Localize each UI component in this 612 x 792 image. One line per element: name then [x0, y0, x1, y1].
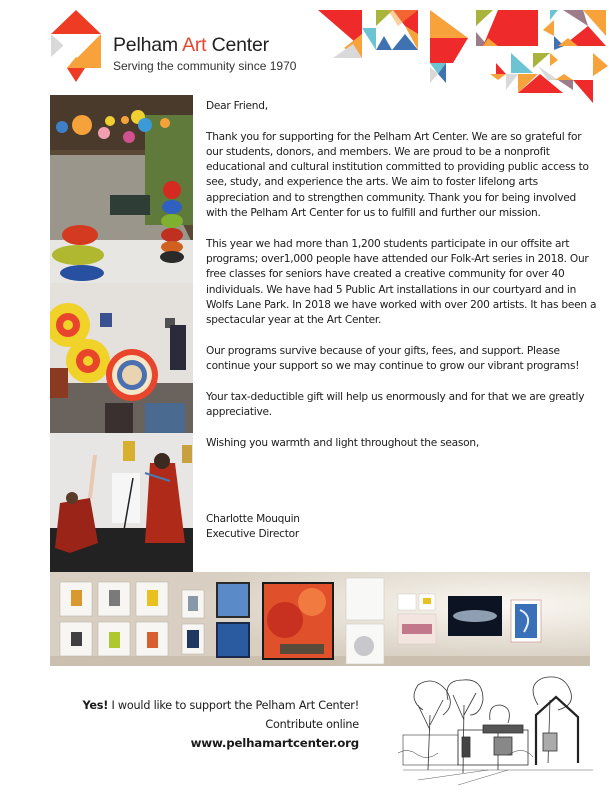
- signer-name: Charlotte Mouquin: [206, 513, 300, 526]
- org-name-accent: Art: [182, 34, 207, 56]
- letter-paragraph: Thank you for supporting for the Pelham Art Center. We are so grateful for our students, donors, and members. We are proud to be a nonprofit educational and cultural institution committed to providing public access to see, study, and experience the arts. We aim to foster lifelong arts appreciation and to strengthen community. Thank you for being involved with the Pelham Art Center for us to fulfill and further our mission.: [206, 130, 589, 220]
- tagline: Serving the community since 1970: [113, 59, 297, 73]
- closing-line: Wishing you warmth and light throughout the season,: [206, 436, 479, 449]
- org-name: Pelham Art Center: [113, 34, 269, 56]
- support-line: Yes! I would like to support the Pelham Art Center!: [82, 699, 359, 712]
- photo-courtyard-installation: [50, 95, 193, 283]
- folk-art-photo-image: [50, 283, 193, 433]
- website-link[interactable]: www.pelhamartcenter.org: [190, 736, 359, 750]
- triangle-mosaic-decor-icon: [318, 8, 608, 103]
- building-sketch-icon: [398, 675, 598, 787]
- letter-paragraph: This year we had more than 1,200 students participate in our offsite art programs; over1,000 people have attended our Folk-Art series in 2018. Our free classes for seniors have created a creative community for over 40 individuals. We have had 5 Public Art installations in our courtyard and in Wolfs Lane Park. In 2018 we have worked with over 200 artists. It has been a spectacular year at the Art Center.: [206, 237, 597, 327]
- photo-gallery-wall: [50, 572, 590, 666]
- donation-call-to-action: [82, 697, 359, 753]
- signature-space: [206, 466, 598, 512]
- dance-photo-image: [50, 433, 193, 572]
- letter-paragraph: Our programs survive because of your gifts, fees, and support. Please continue your support so we may continue to grow our vibrant programs!: [206, 344, 580, 373]
- contribute-online-label: Contribute online: [265, 717, 359, 731]
- courtyard-photo-image: [50, 95, 193, 283]
- letter-paragraph: Your tax-deductible gift will help us enormously and for that we are greatly appreciative.: [206, 390, 585, 418]
- salutation: Dear Friend,: [206, 100, 268, 112]
- gallery-wall-image: [50, 572, 590, 666]
- signer-title: Executive Director: [206, 528, 300, 541]
- photo-dance-performance: [50, 433, 193, 572]
- letter-body: [206, 99, 598, 543]
- yes-emphasis: Yes!: [82, 699, 109, 712]
- pelham-art-center-logo-icon: [50, 10, 102, 84]
- brand: [113, 34, 296, 73]
- photo-folk-art-performance: [50, 283, 193, 433]
